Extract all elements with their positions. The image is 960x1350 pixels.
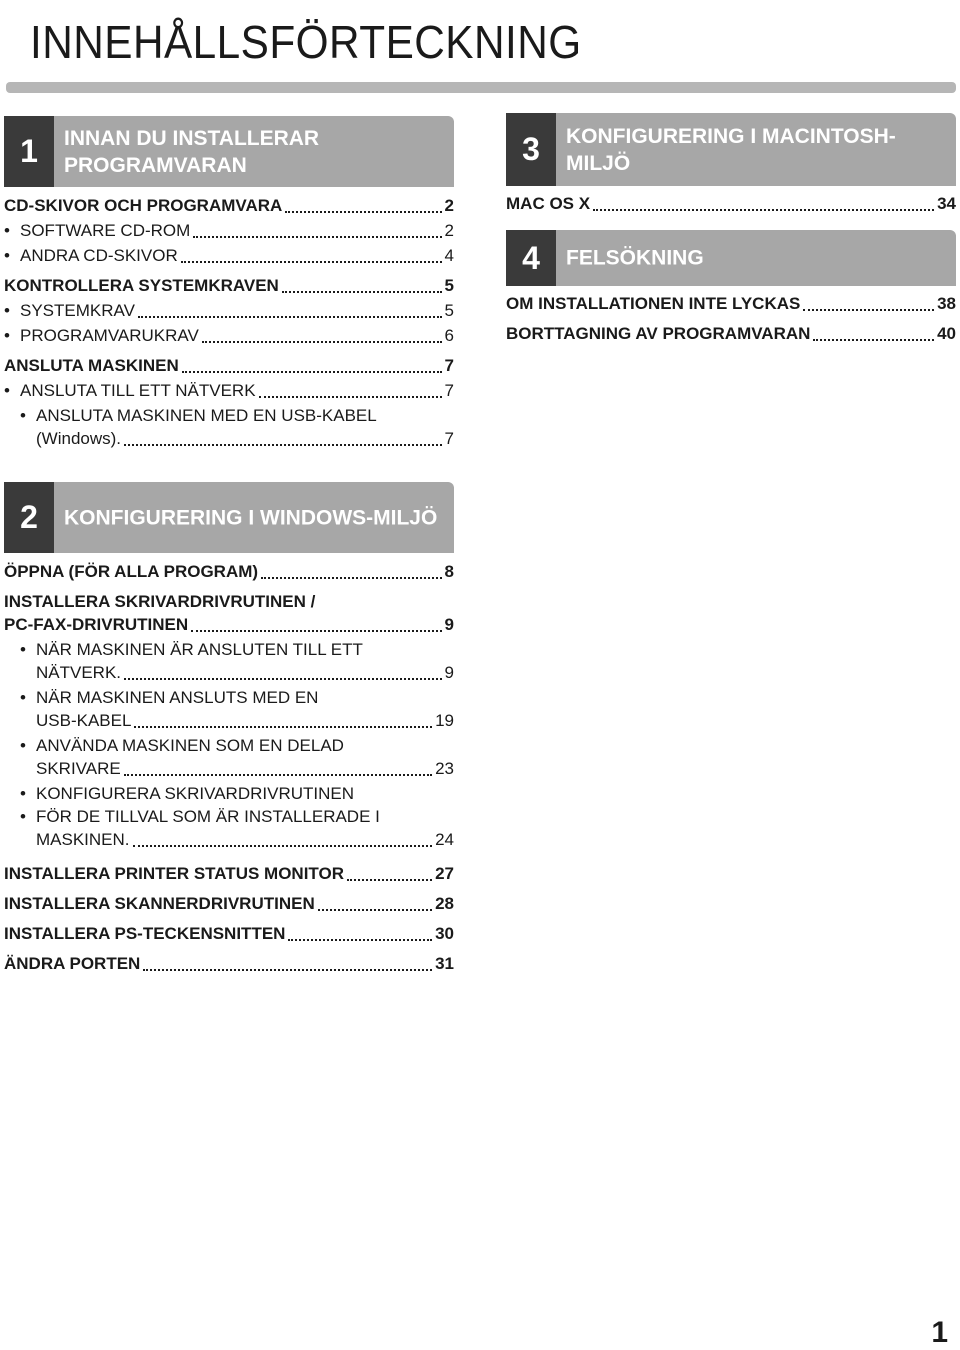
toc-entry-page: 5 xyxy=(444,301,454,320)
toc-entry-page: 24 xyxy=(435,830,454,849)
dot-leader xyxy=(191,630,441,632)
dot-leader xyxy=(803,309,934,311)
toc-subentry[interactable] xyxy=(4,244,454,267)
section-2 xyxy=(4,482,454,976)
toc-entry-page: 31 xyxy=(435,954,454,973)
toc-entry-label: BORTTAGNING AV PROGRAMVARAN xyxy=(506,324,811,343)
section-4-number: 4 xyxy=(506,230,556,286)
dot-leader xyxy=(124,678,442,680)
section-4-title: FELSÖKNING xyxy=(566,246,704,270)
toc-entry[interactable] xyxy=(506,292,956,315)
toc-entry-label: ANSLUTA MASKINEN xyxy=(4,356,179,375)
section-1-number: 1 xyxy=(4,116,54,187)
toc-entry-label: • ANSLUTA TILL ETT NÄTVERK xyxy=(20,379,256,402)
toc-entry-label-line2: • FÖR DE TILLVAL SOM ÄR INSTALLERADE I xyxy=(36,805,454,828)
toc-entry-label: • NÄR MASKINEN ÄR ANSLUTEN TILL ETT xyxy=(36,638,454,661)
toc-entry-label: INSTALLERA PRINTER STATUS MONITOR xyxy=(4,864,344,883)
toc-entry-page: 23 xyxy=(435,759,454,778)
dot-leader xyxy=(261,577,441,579)
dot-leader xyxy=(202,341,442,343)
toc-entry-label: KONTROLLERA SYSTEMKRAVEN xyxy=(4,276,279,295)
dot-leader xyxy=(318,909,432,911)
toc-entry[interactable] xyxy=(4,862,454,885)
toc-entry-label-cont: (Windows). xyxy=(36,429,122,448)
toc-entry-label: OM INSTALLATIONEN INTE LYCKAS xyxy=(506,294,801,313)
toc-entry-page: 38 xyxy=(937,294,956,313)
section-3-number: 3 xyxy=(506,113,556,186)
dot-leader xyxy=(181,261,442,263)
toc-entry-label: • SYSTEMKRAV xyxy=(20,299,135,322)
toc-subentry[interactable] xyxy=(4,299,454,322)
toc-entry-page: 7 xyxy=(444,429,454,448)
dot-leader xyxy=(813,339,934,341)
toc-entry-page: 27 xyxy=(435,864,454,883)
section-3-title: KONFIGURERING I MACINTOSH-MILJÖ xyxy=(566,124,896,175)
toc-entry-label: ÄNDRA PORTEN xyxy=(4,954,141,973)
dot-leader xyxy=(124,444,442,446)
toc-entry[interactable] xyxy=(4,354,454,377)
section-4-header xyxy=(506,230,956,286)
toc-entry-label: INSTALLERA SKANNERDRIVRUTINEN xyxy=(4,894,315,913)
dot-leader xyxy=(259,396,442,398)
toc-subentry[interactable] xyxy=(4,379,454,402)
dot-leader xyxy=(124,774,432,776)
toc-entry-page: 7 xyxy=(444,356,454,375)
section-2-title: KONFIGURERING I WINDOWS-MILJÖ xyxy=(64,506,438,529)
dot-leader xyxy=(143,969,432,971)
toc-subentry[interactable] xyxy=(4,686,454,732)
toc-subentry[interactable] xyxy=(4,638,454,684)
toc-entry-label: INSTALLERA SKRIVARDRIVRUTINEN / xyxy=(4,592,316,611)
toc-entry[interactable] xyxy=(506,192,956,215)
dot-leader xyxy=(134,726,432,728)
toc-entry-label: • KONFIGURERA SKRIVARDRIVRUTINEN xyxy=(36,782,454,805)
toc-entry-label: • NÄR MASKINEN ANSLUTS MED EN xyxy=(36,686,454,709)
toc-entry[interactable] xyxy=(4,274,454,297)
toc-subentry[interactable] xyxy=(4,734,454,780)
toc-entry[interactable] xyxy=(506,322,956,345)
toc-entry-label: • ANDRA CD-SKIVOR xyxy=(20,244,178,267)
toc-subentry[interactable] xyxy=(4,219,454,242)
section-1 xyxy=(4,116,454,450)
toc-entry-label: MAC OS X xyxy=(506,194,591,213)
section-1-title: INNAN DU INSTALLERAR PROGRAMVARAN xyxy=(64,126,320,177)
section-3-4 xyxy=(506,113,956,346)
title-rule xyxy=(6,82,956,93)
dot-leader xyxy=(138,316,442,318)
toc-entry[interactable] xyxy=(4,560,454,583)
toc-entry-label: CD-SKIVOR OCH PROGRAMVARA xyxy=(4,196,283,215)
toc-entry-page: 40 xyxy=(937,324,956,343)
toc-entry-page: 8 xyxy=(444,562,454,581)
toc-entry[interactable] xyxy=(4,892,454,915)
toc-entry-label-cont: USB-KABEL xyxy=(36,711,132,730)
dot-leader xyxy=(288,939,432,941)
dot-leader xyxy=(182,371,442,373)
toc-entry-page: 4 xyxy=(444,246,454,265)
toc-entry-page: 5 xyxy=(444,276,454,295)
toc-entry-label-cont: PC-FAX-DRIVRUTINEN xyxy=(4,615,189,634)
toc-entry-label: ÖPPNA (FÖR ALLA PROGRAM) xyxy=(4,562,259,581)
toc-entry-label: • SOFTWARE CD-ROM xyxy=(20,219,190,242)
toc-entry-page: 2 xyxy=(444,196,454,215)
toc-entry-page: 28 xyxy=(435,894,454,913)
toc-entry-label: • ANVÄNDA MASKINEN SOM EN DELAD xyxy=(36,734,454,757)
toc-entry[interactable] xyxy=(4,590,454,636)
dot-leader xyxy=(282,291,442,293)
toc-entry-label: • ANSLUTA MASKINEN MED EN USB-KABEL xyxy=(36,404,454,427)
toc-entry-label: • PROGRAMVARUKRAV xyxy=(20,324,199,347)
toc-entry[interactable] xyxy=(4,194,454,217)
toc-entry-page: 19 xyxy=(435,711,454,730)
toc-entry-label: INSTALLERA PS-TECKENSNITTEN xyxy=(4,924,286,943)
page-title: INNEHÅLLSFÖRTECKNING xyxy=(30,16,582,68)
dot-leader xyxy=(593,209,934,211)
section-1-header xyxy=(4,116,454,187)
page-number: 1 xyxy=(931,1316,948,1349)
toc-entry-page: 2 xyxy=(444,221,454,240)
toc-entry-page: 30 xyxy=(435,924,454,943)
section-2-header xyxy=(4,482,454,553)
toc-entry-page: 6 xyxy=(444,326,454,345)
toc-entry-label-cont: SKRIVARE xyxy=(36,759,121,778)
dot-leader xyxy=(193,236,441,238)
dot-leader xyxy=(285,211,441,213)
toc-entry-page: 9 xyxy=(444,615,454,634)
toc-entry-page: 7 xyxy=(444,381,454,400)
section-2-number: 2 xyxy=(4,482,54,553)
toc-entry-page: 9 xyxy=(444,663,454,682)
toc-entry-page: 34 xyxy=(937,194,956,213)
toc-entry[interactable] xyxy=(4,922,454,945)
toc-subentry[interactable] xyxy=(4,324,454,347)
toc-entry-label-cont: NÄTVERK. xyxy=(36,663,122,682)
toc-entry[interactable] xyxy=(4,952,454,975)
toc-subentry[interactable] xyxy=(4,404,454,450)
dot-leader xyxy=(133,845,433,847)
toc-entry-label-cont: MASKINEN. xyxy=(36,830,130,849)
section-3-header xyxy=(506,113,956,186)
toc-subentry[interactable] xyxy=(4,782,454,851)
dot-leader xyxy=(347,879,432,881)
